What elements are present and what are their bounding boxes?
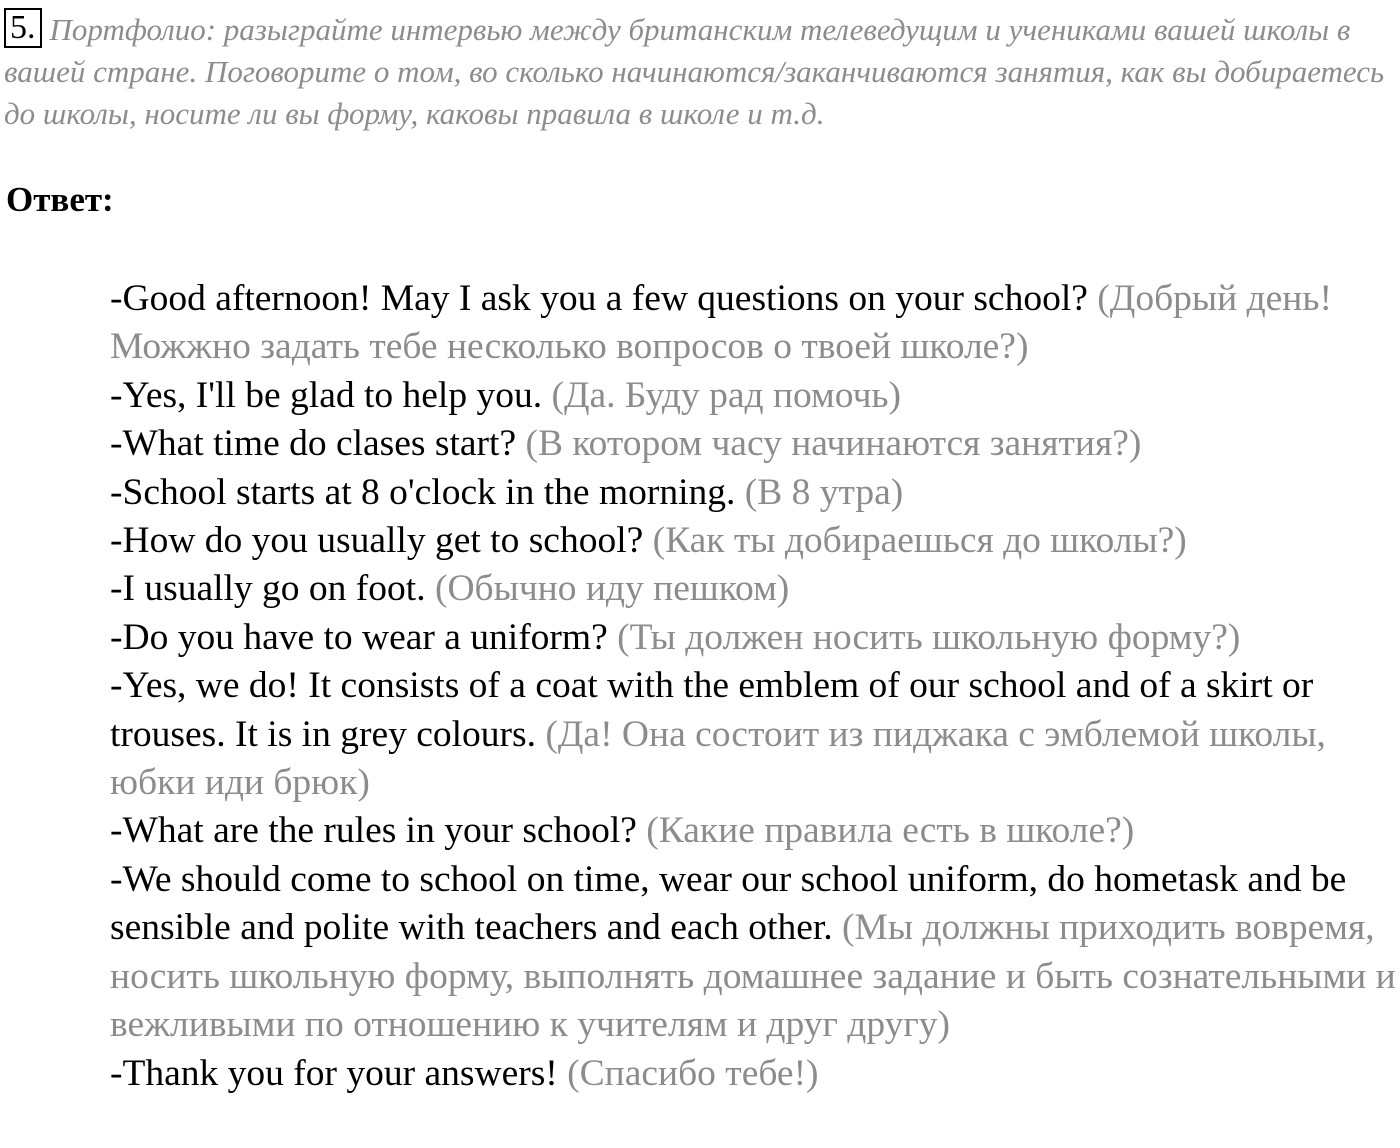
dialog-line — [110, 420, 1400, 468]
task-number-badge: 5. — [4, 8, 42, 48]
english-text: -What are the rules in your school? — [110, 810, 637, 852]
dialog-line — [110, 275, 1400, 372]
russian-translation: (Ты должен носить школьную форму?) — [617, 616, 1241, 658]
task-statement — [4, 8, 1396, 135]
english-text: -We should come to school on time, wear our school uniform, do hometask and be sensible and polite with teachers and each other. — [110, 858, 1347, 949]
russian-translation: (Как ты добираешься до школы?) — [652, 520, 1187, 562]
english-text: -Yes, I'll be glad to help you. — [110, 374, 543, 416]
russian-translation: (Обычно иду пешком) — [434, 568, 790, 610]
english-text: -Thank you for your answers! — [110, 1052, 558, 1094]
dialog-line — [110, 565, 1400, 613]
english-text: -School starts at 8 o'clock in the morning. — [110, 471, 736, 513]
russian-translation: (В 8 утра) — [744, 471, 904, 513]
dialog-line — [110, 517, 1400, 565]
dialog-line — [110, 856, 1400, 1050]
dialog — [110, 275, 1400, 1098]
english-text: -What time do clases start? — [110, 423, 517, 465]
dialog-line — [110, 1050, 1400, 1098]
dialog-line — [110, 807, 1400, 855]
answer-heading: Ответ: — [6, 180, 114, 219]
english-text: -Good afternoon! May I ask you a few questions on your school? — [110, 278, 1088, 319]
task-text: Портфолио: разыграйте интервью между британским телеведущим и учениками вашей школы в вашей стране. Поговорите о том, во сколько начинаются/заканчиваются занятия, как вы добираетесь до школы, носите ли вы форму, каковы правила в школе и т.д. — [4, 12, 1385, 131]
russian-translation: (Какие правила есть в школе?) — [646, 810, 1135, 852]
english-text: -Do you have to wear a uniform? — [110, 616, 608, 658]
dialog-line — [110, 372, 1400, 420]
russian-translation: (Мы должны приходить вовремя, носить школьную форму, выполнять домашнее задание и быть сознательными и вежливыми по отношению к учителям и друг другу) — [110, 907, 1396, 1046]
dialog-line — [110, 469, 1400, 517]
russian-translation: (Добрый день! Можжно задать тебе несколько вопросов о твоей школе?) — [110, 278, 1332, 368]
english-text: -Yes, we do! It consists of a coat with the emblem of our school and of a skirt or trouses. It is in grey colours. — [110, 665, 1314, 755]
russian-translation: (Да! Она состоит из пиджака с эмблемой школы, юбки иди брюк) — [110, 713, 1326, 804]
russian-translation: (Спасибо тебе!) — [567, 1052, 819, 1094]
dialog-line — [110, 662, 1400, 807]
russian-translation: (Да. Буду рад помочь) — [551, 374, 902, 416]
dialog-line — [110, 614, 1400, 662]
russian-translation: (В котором часу начинаются занятия?) — [525, 423, 1142, 465]
english-text: -I usually go on foot. — [110, 568, 426, 610]
english-text: -How do you usually get to school? — [110, 520, 644, 562]
